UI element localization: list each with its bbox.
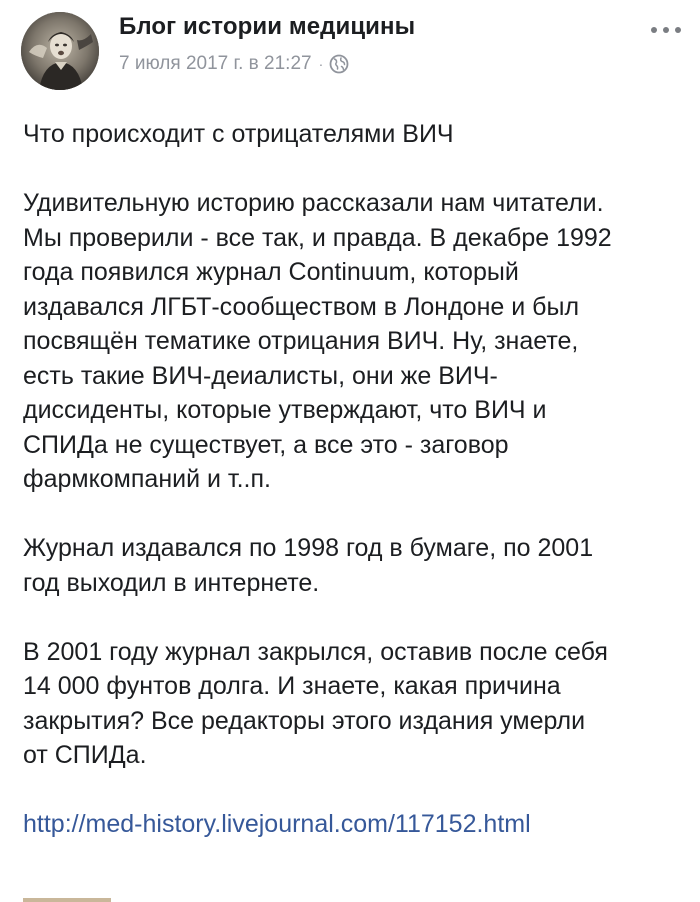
- text-line: В 2001 году журнал закрылся, оставив после себя: [23, 637, 608, 666]
- post-header: [0, 0, 700, 100]
- page-name[interactable]: Блог истории медицины: [119, 13, 416, 40]
- text-line: фармкомпаний и т..п.: [23, 465, 271, 493]
- page-avatar[interactable]: [21, 12, 99, 90]
- more-options-button[interactable]: [646, 18, 686, 42]
- post-title-paragraph: [23, 117, 693, 152]
- paragraph-1: [23, 186, 693, 497]
- paragraph-3: [23, 635, 693, 773]
- text-line: год выходил в интернете.: [23, 568, 320, 597]
- text-line: закрытия? Все редакторы этого издания умерли: [23, 706, 586, 735]
- text-line: года появился журнал Continuum, который: [23, 258, 519, 286]
- text-line: диссиденты, которые утверждают, что ВИЧ и: [23, 396, 547, 424]
- post-title: Что происходит с отрицателями ВИЧ: [23, 120, 454, 148]
- post-timestamp[interactable]: 7 июля 2017 г. в 21:27: [119, 53, 312, 74]
- globe-icon[interactable]: [329, 54, 349, 74]
- avatar-image: [21, 12, 99, 90]
- text-line: посвящён тематике отрицания ВИЧ. Ну, знаете,: [23, 327, 579, 355]
- link-paragraph: [23, 807, 693, 842]
- text-line: СПИДа не существует, а все это - заговор: [23, 430, 509, 459]
- text-line: Мы проверили - все так, и правда. В декабре 1992: [23, 223, 612, 252]
- text-line: Журнал издавался по 1998 год в бумаге, по 2001: [23, 534, 594, 562]
- attachment-preview-edge: [23, 898, 111, 902]
- text-line: издавался ЛГБТ-сообществом в Лондоне и был: [23, 292, 580, 321]
- text-line: Удивительную историю рассказали нам читатели.: [23, 189, 604, 217]
- post-meta: [119, 52, 349, 76]
- text-line: от СПИДа.: [23, 741, 147, 769]
- meta-separator: ·: [318, 56, 324, 72]
- more-options-icon: [651, 27, 657, 33]
- paragraph-2: [23, 531, 693, 600]
- post-link[interactable]: http://med-history.livejournal.com/117152.html: [23, 810, 531, 838]
- text-line: есть такие ВИЧ-деиалисты, они же ВИЧ-: [23, 361, 498, 390]
- text-line: 14 000 фунтов долга. И знаете, какая причина: [23, 672, 561, 700]
- post-text: [23, 117, 693, 876]
